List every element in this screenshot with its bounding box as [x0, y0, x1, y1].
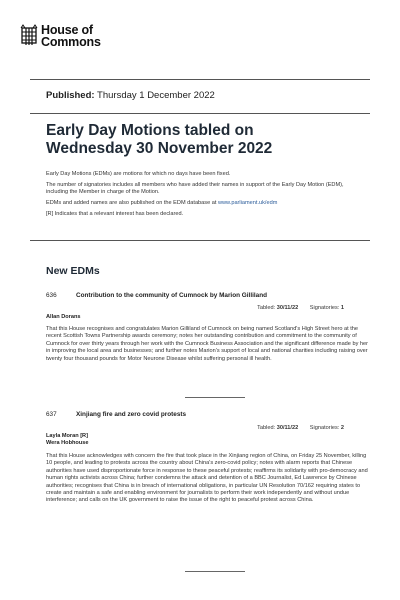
edm-sponsors [46, 433, 88, 447]
edm-heading [46, 411, 186, 418]
published-label: Published: [46, 90, 95, 101]
tabled-label: Tabled: [257, 305, 276, 311]
edm-title: Contribution to the community of Cumnock by Marion Gilliland [76, 292, 268, 299]
edm-number: 636 [46, 292, 57, 299]
logo-line-2: Commons [41, 35, 101, 49]
intro-paragraph-1: Early Day Motions (EDMs) are motions for which no days have been fixed. [46, 171, 231, 177]
portcullis-icon [20, 24, 38, 46]
signatories-label: Signatories: [309, 425, 340, 431]
edm-separator [185, 571, 245, 572]
edm-body: That this House recognises and congratulates Marion Gilliland of Cumnock on being named Scotland's High Street hero at the recent Scottish Towns Partnership awards ceremony; notes her outstanding contribution and commitment to the community of Cumnock for over thirty years through her work with the Cumnock Business Association and the significant difference made by her in improving the local area and businesses; and further notes Marion's support of local and national charities including raising over twenty four thousand pounds for Motor Neurone Disease whilst suffering personal ill health. [46, 326, 369, 362]
page-title-line-1: Early Day Motions tabled on [46, 122, 254, 139]
sponsor-name: Allan Dorans [46, 314, 81, 320]
logo-line-1: House of [41, 23, 93, 37]
intro-paragraph-2: The number of signatories includes all members who have added their names in support of the Early Day Motion (EDM), including the Member in charge of the Motion. [46, 182, 344, 196]
published-date: Thursday 1 December 2022 [97, 90, 215, 101]
edm-separator [185, 397, 245, 398]
edm-body: That this House acknowledges with concern the fire that took place in the Xinjiang region of China, on Friday 25 November, killing 10 people, and leading to protests across the country about China's zero-covid policy; notes with alarm reports that Chinese authorities have used disproportionate force in response to these peaceful protests; reaffirms its solidarity with pro-democracy and human rights activists across China; further condemns the attack and detention of a BBC Journalist, Ed Lawrence by Chinese authorities; recognises that China is in breach of international obligations, in particular UN Resolution 70/162 requiring states to create and maintain a safe and enabling environment for journalists to perform their work independently and without undue interference; and calls on the UK government to raise the issue of the right to peaceful protest across China. [46, 453, 368, 504]
section-title-new-edms: New EDMs [46, 265, 100, 277]
intro-paragraph-4: [R] Indicates that a relevant interest has been declared. [46, 211, 184, 218]
published-line [46, 90, 215, 101]
house-of-commons-logo [20, 24, 101, 48]
signatories-count: 2 [340, 425, 344, 431]
intro-paragraph-3 [46, 200, 366, 207]
edm-heading [46, 292, 267, 299]
divider-lower [30, 240, 370, 241]
sponsor-name: Layla Moran [R] [46, 433, 88, 439]
edm-meta [257, 305, 344, 311]
intro-text [46, 171, 366, 222]
tabled-date: 30/11/22 [276, 425, 299, 431]
divider-mid [30, 113, 370, 114]
signatories-count: 1 [340, 305, 344, 311]
edm-number: 637 [46, 411, 57, 418]
edm-title: Xinjiang fire and zero covid protests [76, 411, 187, 418]
divider-top [30, 79, 370, 80]
tabled-date: 30/11/22 [276, 305, 299, 311]
page-title-line-2: Wednesday 30 November 2022 [46, 140, 273, 157]
tabled-label: Tabled: [257, 425, 276, 431]
edm-database-link[interactable]: www.parliament.uk/edm [217, 200, 278, 207]
edm-sponsors [46, 314, 81, 321]
logo-wordmark [41, 24, 101, 48]
signatories-label: Signatories: [309, 305, 340, 311]
sponsor-name: Wera Hobhouse [46, 440, 89, 447]
intro-paragraph-3-text: EDMs and added names are also published on the EDM database at [46, 200, 218, 207]
page-title [46, 122, 346, 158]
edm-meta [257, 425, 344, 431]
